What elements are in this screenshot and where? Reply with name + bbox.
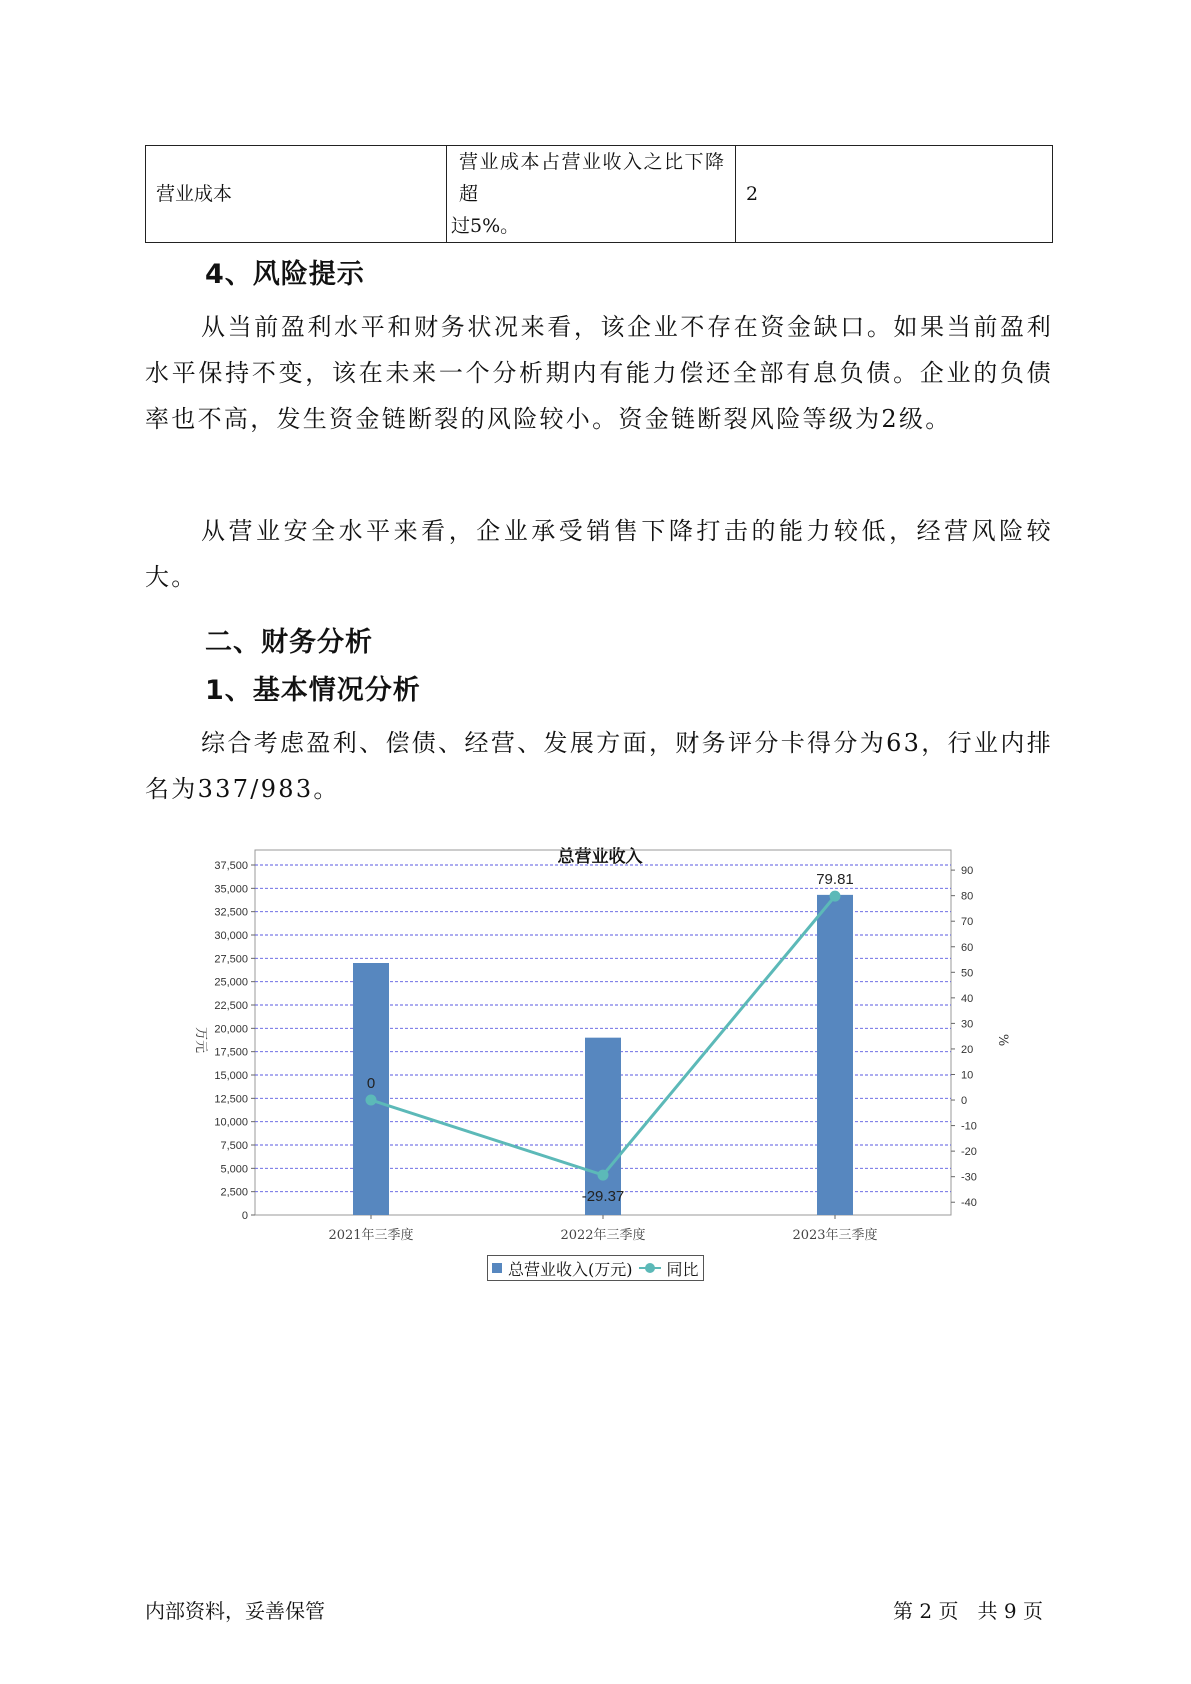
y-tick-label: 25,000: [214, 976, 248, 989]
x-tick-label: 2022年三季度: [560, 1228, 646, 1243]
chart-title: 总营业收入: [557, 847, 643, 867]
y-tick-label: 12,500: [214, 1093, 248, 1106]
y-tick-label: 2,500: [220, 1186, 248, 1199]
yoy-point: [830, 891, 841, 902]
legend-bar-label: 总营业收入(万元): [508, 1259, 633, 1279]
risk-paragraph-2: 从营业安全水平来看，企业承受销售下降打击的能力较低，经营风险较大。: [145, 517, 1053, 591]
legend-line-label: 同比: [666, 1259, 699, 1279]
y2-tick-label: 30: [961, 1018, 974, 1031]
table-row: [146, 146, 1053, 243]
y2-tick-label: 70: [961, 916, 974, 929]
y-tick-label: 20,000: [214, 1023, 248, 1036]
criteria-table: [145, 145, 1053, 243]
legend-line-swatch: [639, 1262, 661, 1274]
basic-paragraph: 综合考虑盈利、偿债、经营、发展方面，财务评分卡得分为63，行业内排名为337/983。: [145, 729, 1053, 803]
table-cell-item: 营业成本: [146, 146, 447, 243]
y-tick-label: 32,500: [214, 906, 248, 919]
basic-heading: 1、基本情况分析: [205, 675, 421, 706]
legend-bar-swatch: [492, 1263, 502, 1273]
table-cell-condition: [447, 146, 736, 243]
chart-legend: [487, 1255, 704, 1281]
yoy-point: [366, 1095, 377, 1106]
y2-axis-title: %: [995, 1033, 1010, 1047]
yoy-data-label: 0: [366, 1075, 376, 1093]
y-axis-title: 万元: [193, 1026, 208, 1054]
y2-tick-label: 10: [961, 1069, 974, 1082]
y2-tick-label: 50: [961, 967, 974, 980]
y2-tick-label: 60: [961, 941, 974, 954]
y2-tick-label: 20: [961, 1043, 974, 1056]
footer-note: 内部资料，妥善保管: [145, 1599, 325, 1623]
condition-line-1: 营业成本占营业收入之比下降超: [459, 151, 726, 205]
y2-tick-label: -10: [961, 1120, 977, 1133]
y-tick-label: 17,500: [214, 1046, 248, 1059]
x-tick-label: 2021年三季度: [328, 1228, 414, 1243]
yoy-data-label: 79.81: [816, 871, 854, 889]
y-tick-label: 5,000: [220, 1163, 248, 1176]
condition-line-2: 过5%。: [451, 215, 520, 237]
y2-tick-label: 0: [961, 1095, 968, 1108]
y2-tick-label: -30: [961, 1171, 977, 1184]
y2-tick-label: 80: [961, 890, 974, 903]
revenue-bar: [817, 895, 853, 1215]
revenue-chart: [180, 830, 1030, 1300]
chart-canvas: [180, 830, 1030, 1250]
y-tick-label: 30,000: [214, 930, 248, 942]
page-number: 第 2 页 共 9 页: [893, 1599, 1043, 1623]
risk-heading: 4、风险提示: [205, 259, 365, 290]
y2-tick-label: -20: [961, 1146, 977, 1159]
x-tick-label: 2023年三季度: [792, 1228, 878, 1243]
y-tick-label: 10,000: [214, 1116, 248, 1129]
risk-paragraph-1: 从当前盈利水平和财务状况来看，该企业不存在资金缺口。如果当前盈利水平保持不变，该在未来一个分析期内有能力偿还全部有息负债。企业的负债率也不高，发生资金链断裂的风险较小。资金链断裂风险等级为2级。: [145, 313, 1053, 433]
y-tick-label: 37,500: [214, 860, 248, 872]
y-tick-label: 27,500: [214, 953, 248, 966]
finance-heading: 二、财务分析: [205, 627, 373, 658]
y2-tick-label: 40: [961, 992, 974, 1005]
y-tick-label: 0: [241, 1210, 248, 1222]
yoy-point: [598, 1170, 609, 1181]
y-tick-label: 15,000: [214, 1070, 248, 1082]
y-tick-label: 35,000: [214, 883, 248, 896]
y2-tick-label: -40: [961, 1197, 977, 1210]
y2-tick-label: 90: [961, 865, 974, 878]
y-tick-label: 22,500: [214, 1000, 248, 1012]
table-cell-level: 2: [736, 146, 1053, 243]
yoy-data-label: -29.37: [581, 1188, 625, 1206]
y-tick-label: 7,500: [220, 1140, 248, 1152]
